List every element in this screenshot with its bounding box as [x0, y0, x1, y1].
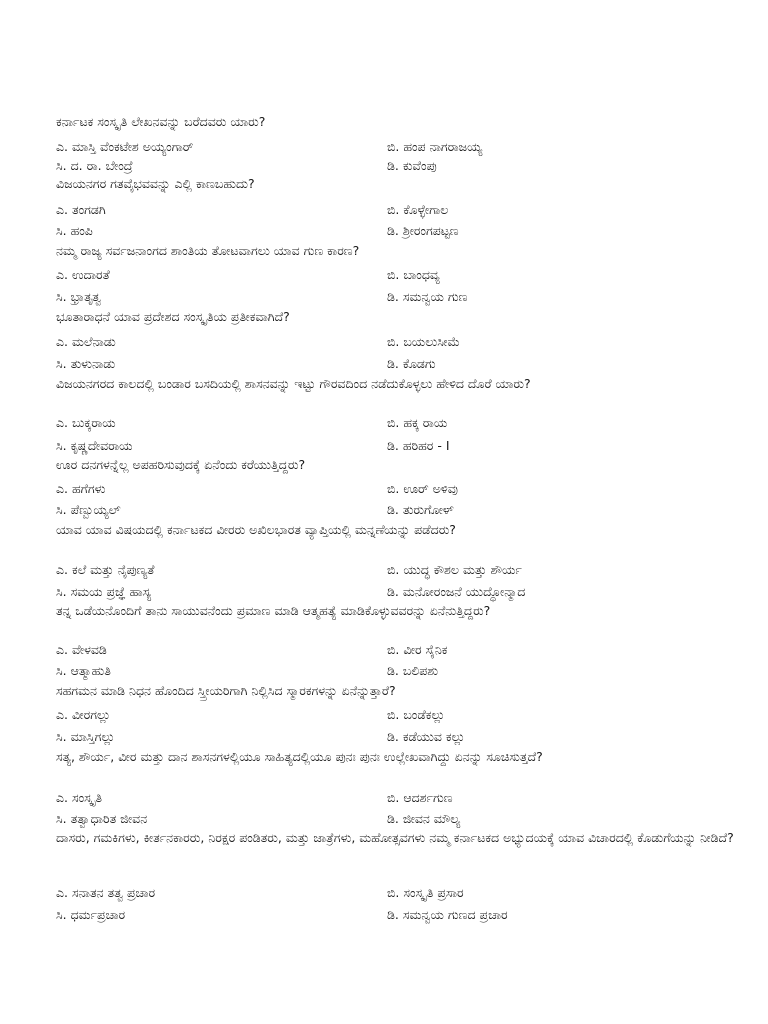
option-b: ಬಿ. ಯುದ್ಧ ಕೌಶಲ ಮತ್ತು ಶೌರ್ಯ: [387, 562, 522, 577]
option-b: ಬಿ. ಬಂಡೆಕಲ್ಲು: [387, 707, 445, 722]
option-d: ಡಿ. ಮನೋರಂಜನೆ ಯುದ್ಧೋನ್ಮಾದ: [387, 584, 526, 599]
option-c: ಸಿ. ತತ್ವಾಧಾರಿತ ಜೀವನ: [56, 811, 148, 826]
option-c: ಸಿ. ದ. ರಾ. ಬೇಂದ್ರೆ: [56, 158, 133, 173]
option-b: ಬಿ. ಕೊಳ್ಳೇಗಾಲ: [387, 202, 449, 217]
option-a: ಎ. ಉದಾರತೆ: [56, 267, 110, 282]
option-b: ಬಿ. ಸಂಸ್ಕೃತಿ ಪ್ರಸಾರ: [387, 885, 464, 900]
option-d: ಡಿ. ಬಲಿಪಶು: [387, 663, 439, 678]
option-b: ಬಿ. ಬಯಲುಸೀಮೆ: [387, 334, 460, 349]
option-a: ಎ. ಸನಾತನ ತತ್ವ ಪ್ರಚಾರ: [56, 885, 156, 900]
question-text: ವಿಜಯನಗರ ಗತವೈಭವವನ್ನು ಎಲ್ಲಿ ಕಾಣಬಹುದು?: [56, 176, 255, 191]
option-c: ಸಿ. ಭ್ರಾತೃತ್ವ: [56, 289, 102, 304]
option-a: ಎ. ಹಗೆಗಳು: [56, 481, 106, 496]
option-d: ಡಿ. ತುರುಗೋಳ್: [387, 502, 454, 517]
question-text: ಸತ್ಯ, ಶೌರ್ಯ, ವೀರ ಮತ್ತು ದಾನ ಶಾಸನಗಳಲ್ಲಿಯೂ ಸಾಹಿತ್ಯದಲ್ಲಿಯೂ ಪುನಃ ಪುನಃ ಉಲ್ಲೇಖವಾಗಿದ್ದು ಏನನ್ನು ಸೂಚಿಸುತ್ತದೆ?: [56, 749, 543, 764]
option-c: ಸಿ. ಪೆಣ್ಬುಯ್ಯಲ್: [56, 502, 121, 517]
option-b: ಬಿ. ಹಕ್ಕ ರಾಯ: [387, 415, 448, 430]
option-c: ಸಿ. ಕೃಷ್ಣದೇವರಾಯ: [56, 438, 133, 453]
option-d: ಡಿ. ಶ್ರೀರಂಗಪಟ್ಟಣ: [387, 223, 459, 238]
option-c: ಸಿ. ತುಳುನಾಡು: [56, 356, 116, 371]
option-a: ಎ. ತಂಗಡಗಿ: [56, 202, 106, 217]
option-b: ಬಿ. ಆದರ್ಶಗುಣ: [387, 790, 453, 805]
option-d: ಡಿ. ಸಮನ್ವಯ ಗುಣದ ಪ್ರಚಾರ: [387, 907, 508, 922]
question-text: ಭೂತಾರಾಧನೆ ಯಾವ ಪ್ರದೇಶದ ಸಂಸ್ಕೃತಿಯ ಪ್ರತೀಕವಾಗಿದೆ?: [56, 309, 290, 324]
option-a: ಎ. ಕಲೆ ಮತ್ತು ನೈಪುಣ್ಯತೆ: [56, 562, 155, 577]
question-text: ಊರ ದನಗಳನ್ನೆಲ್ಲ ಅಪಹರಿಸುವುದಕ್ಕೆ ಏನೆಂದು ಕರೆಯುತ್ತಿದ್ದರು?: [56, 457, 306, 472]
option-c: ಸಿ. ಮಾಸ್ತಿಗಲ್ಲು: [56, 729, 115, 744]
question-text: ವಿಜಯನಗರದ ಕಾಲದಲ್ಲಿ ಬಂಡಾರ ಬಸದಿಯಲ್ಲಿ ಶಾಸನವನ್ನು ಇಟ್ಟು ಗೌರವದಿಂದ ನಡೆದುಕೊಳ್ಳಲು ಹೇಳಿದ ದೊರೆ ಯಾರು?: [56, 376, 531, 391]
option-d: ಡಿ. ಹರಿಹರ - I: [387, 438, 450, 453]
option-d: ಡಿ. ಜೀವನ ಮೌಲ್ಯ: [387, 811, 461, 826]
option-a: ಎ. ಮಾಸ್ತಿ ವೆಂಕಟೇಶ ಅಯ್ಯಂಗಾರ್: [56, 139, 194, 154]
option-b: ಬಿ. ಹಂಪ ನಾಗರಾಜಯ್ಯ: [387, 139, 483, 154]
option-d: ಡಿ. ಕೊಡಗು: [387, 356, 436, 371]
question-text: ದಾಸರು, ಗಮಕಿಗಳು, ಕೀರ್ತನಕಾರರು, ನಿರಕ್ಷರ ಪಂಡಿತರು, ಮತ್ತು ಜಾತ್ರೆಗಳು, ಮಹೋತ್ಸವಗಳು ನಮ್ಮ ಕರ್ನಾಟಕದ ಅಭ್ಯುದಯಕ್ಕೆ ಯಾವ ವಿಚಾರದಲ್ಲಿ ಕೊಡುಗೆಯನ್ನು ನೀಡಿದೆ?: [56, 830, 734, 845]
option-b: ಬಿ. ಊರ್ ಅಳಿವು: [387, 481, 458, 496]
option-b: ಬಿ. ವೀರ ಸೈನಿಕ: [387, 642, 448, 657]
option-a: ಎ. ಬುಕ್ಕರಾಯ: [56, 415, 116, 430]
option-c: ಸಿ. ಸಮಯ ಪ್ರಜ್ಞೆ ಹಾಸ್ಯ: [56, 584, 152, 599]
question-text: ತನ್ನ ಒಡೆಯನೊಂದಿಗೆ ತಾನು ಸಾಯುವನೆಂದು ಪ್ರಮಾಣ ಮಾಡಿ ಆತ್ಮಹತ್ಯೆ ಮಾಡಿಕೊಳ್ಳುವವರನ್ನು ಏನೆನುತ್ತಿದ್ದರು?: [56, 603, 491, 618]
option-c: ಸಿ. ಧರ್ಮಪ್ರಚಾರ: [56, 907, 126, 922]
option-a: ಎ. ಮಲೆನಾಡು: [56, 334, 116, 349]
option-c: ಸಿ. ಹಂಪಿ: [56, 223, 93, 238]
question-text: ಯಾವ ಯಾವ ವಿಷಯದಲ್ಲಿ ಕರ್ನಾಟಕದ ವೀರರು ಅಖಿಲಭಾರತ ವ್ಯಾಪ್ತಿಯಲ್ಲಿ ಮನ್ನಣೆಯನ್ನು ಪಡೆದರು?: [56, 522, 456, 537]
option-b: ಬಿ. ಬಾಂಧವ್ಯ: [387, 267, 440, 282]
option-d: ಡಿ. ಕುವೆಂಪು: [387, 158, 437, 173]
question-text: ನಮ್ಮ ರಾಜ್ಯ ಸರ್ವಜನಾಂಗದ ಶಾಂತಿಯ ತೋಟವಾಗಲು ಯಾವ ಗುಣ ಕಾರಣ?: [56, 243, 360, 258]
option-a: ಎ. ಸಂಸ್ಕೃತಿ: [56, 790, 103, 805]
option-c: ಸಿ. ಆತ್ಮಾಹುತಿ: [56, 663, 111, 678]
option-a: ಎ. ವೇಳವಡಿ: [56, 642, 107, 657]
question-text: ಕರ್ನಾಟಕ ಸಂಸ್ಕೃತಿ ಲೇಖನವನ್ನು ಬರೆದವರು ಯಾರು?: [56, 114, 266, 129]
option-d: ಡಿ. ಕಡೆಯುವ ಕಲ್ಲು: [387, 729, 466, 744]
option-d: ಡಿ. ಸಮನ್ವಯ ಗುಣ: [387, 289, 468, 304]
option-a: ಎ. ವೀರಗಲ್ಲು: [56, 707, 111, 722]
question-text: ಸಹಗಮನ ಮಾಡಿ ನಿಧನ ಹೊಂದಿದ ಸ್ತ್ರೀಯರಿಗಾಗಿ ನಿಲ್ಲಿಸಿದ ಸ್ಮಾರಕಗಳನ್ನು ಏನೆನ್ನುತ್ತಾರೆ?: [56, 683, 396, 698]
